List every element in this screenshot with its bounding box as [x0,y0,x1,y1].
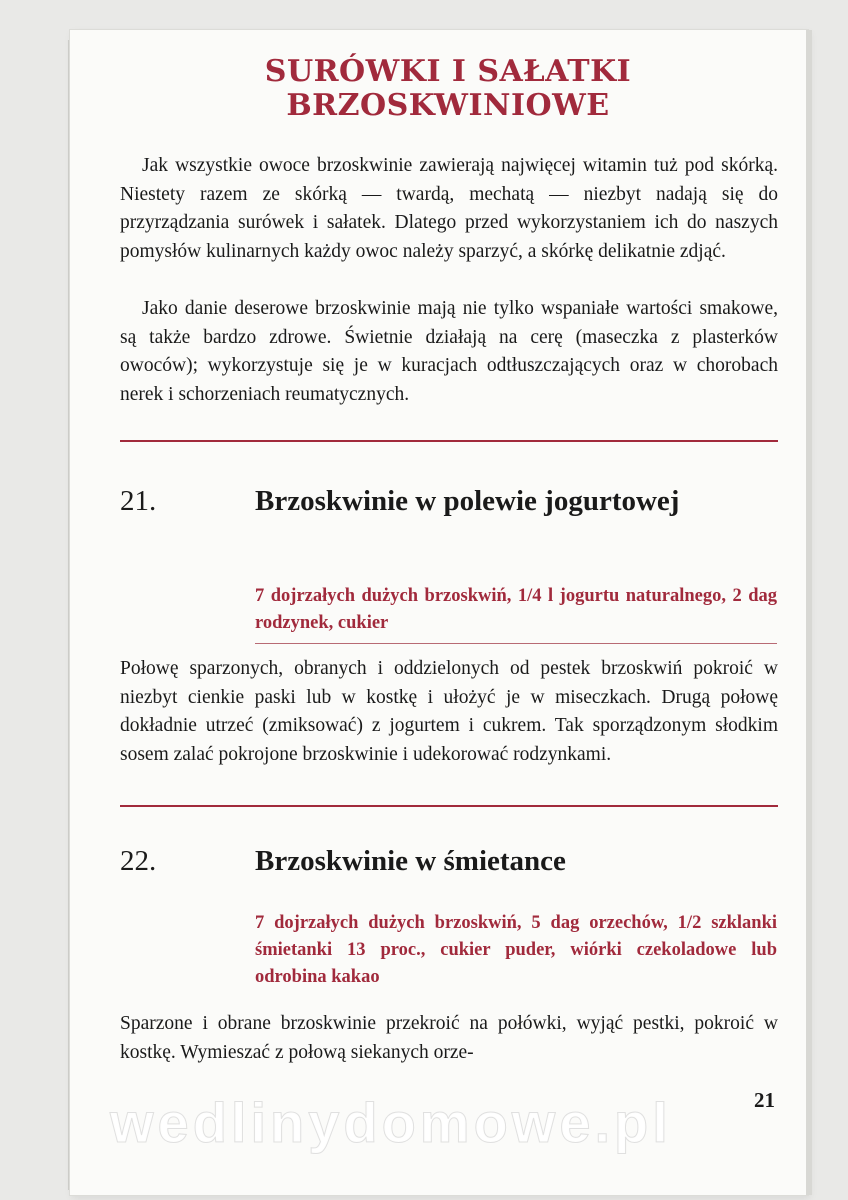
ingredients-21: 7 dojrzałych dużych brzoskwiń, 1/4 l jogurtu naturalnego, 2 dag rodzynek, cukier [255,586,777,633]
intro-paragraph-2: Jako danie deserowe brzoskwinie mają nie tylko wspaniałe wartości smakowe, są także bardzo zdrowe. Świetnie działają na cerę (maseczka z plasterków owoców); wykorzystuje się je w kuracjach odtłuszczających oraz w chorobach nerek i schorzeniach reumatycznych. [120,298,778,405]
section-divider-2 [120,805,778,807]
intro-paragraph-1: Jak wszystkie owoce brzoskwinie zawierają najwięcej witamin tuż pod skórką. Niestety razem ze skórką — twardą, mechatą — niezbyt nadają się do przyrządzania surówek i sałatek. Dlatego przed wykorzystaniem ich do naszych pomysłów kulinarnych każdy owoc należy sparzyć, a skórkę delikatnie zdjąć. [120,155,778,262]
section-divider-1 [120,440,778,442]
ingredients-22: 7 dojrzałych dużych brzoskwiń, 5 dag orzechów, 1/2 szklanki śmietanki 13 proc., cukier puder, wiórki czekoladowe lub odrobina kakao [255,913,777,987]
recipe-number-22: 22. [120,845,157,877]
recipe-title-21: Brzoskwinie w polewie jogurtowej [255,485,680,517]
recipe-title-22: Brzoskwinie w śmietance [255,845,566,877]
watermark-text: wedlinydomowe.pl [110,1091,672,1154]
page-number: 21 [754,1088,775,1112]
page-right-edge [806,30,812,1195]
instructions-21: Połowę sparzonych, obranych i oddzielonych od pestek brzoskwiń pokroić w niezbyt cienkie paski lub w kostkę i ułożyć je w miseczkach. Drugą połowę dokładnie utrzeć (zmiksować) z jogurtem i cukrem. Tak sporządzonym słodkim sosem zalać pokrojone brzoskwinie i udekorować rodzynkami. [120,658,778,765]
ingredients-divider-21 [255,643,777,644]
instructions-22: Sparzone i obrane brzoskwinie przekroić na połówki, wyjąć pestki, pokroić w kostkę. Wymieszać z połową siekanych orze- [120,1013,778,1063]
page-title: SURÓWKI I SAŁATKI BRZOSKWINIOWE [264,54,632,123]
recipe-number-21: 21. [120,485,157,517]
